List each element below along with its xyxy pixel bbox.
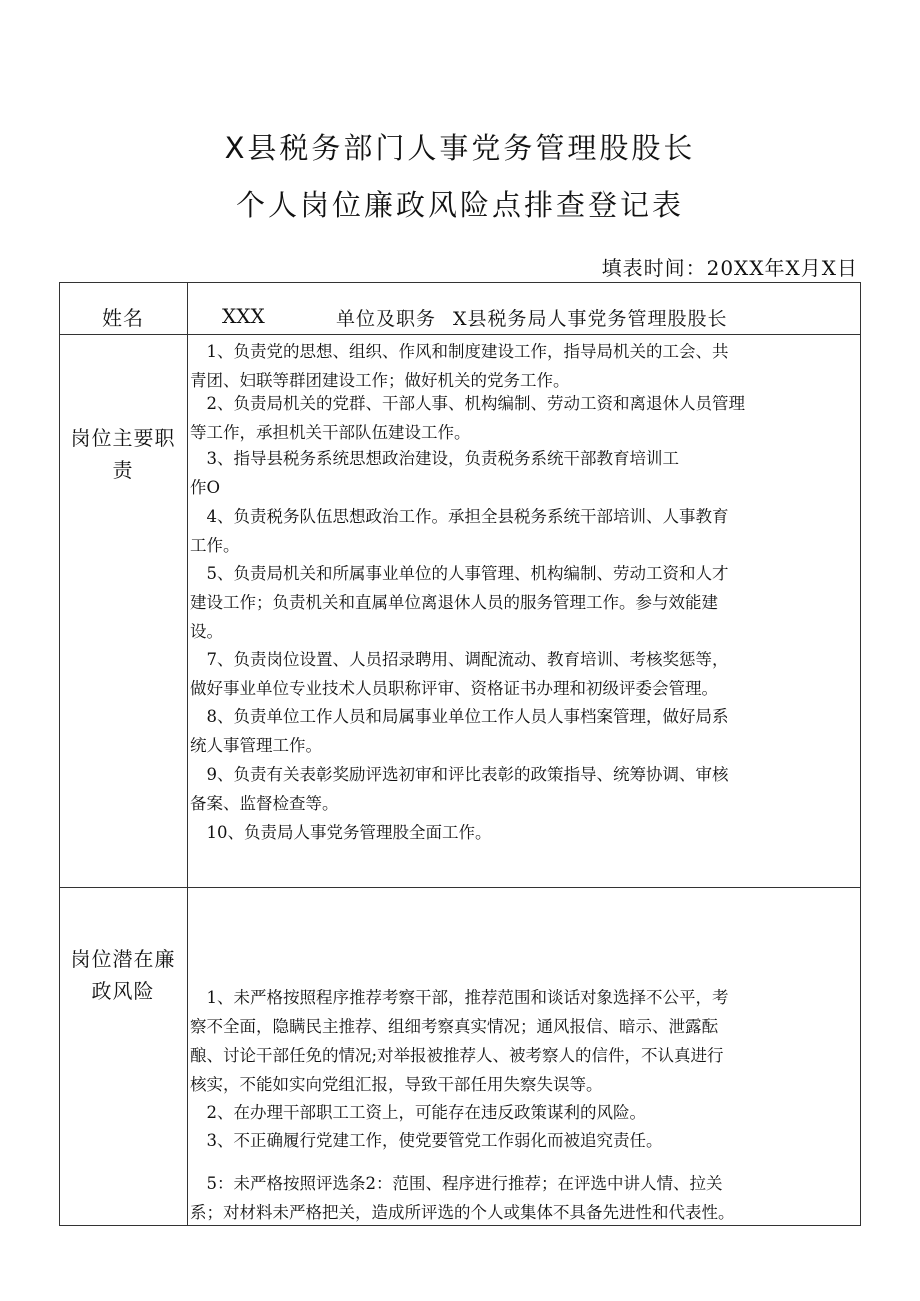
duty-item: 4、负责税务队伍思想政治工作。承担全县税务系统干部培训、人事教育 工作。 — [190, 507, 729, 555]
duty-item: 2、负责局机关的党群、干部人事、机构编制、劳动工资和离退休人员管理 等工作，承担机关干部队伍建设工作。 — [190, 394, 745, 442]
duties-label-line-2: 责 — [112, 458, 134, 482]
title-line-1: X县税务部门人事党务管理股股长 — [224, 131, 696, 165]
risk-item: 1、未严格按照程序推荐考察干部，推荐范围和谈话对象选择不公平，考 察不全面，隐瞒民主推荐、组细考察真实情况；通风报信、暗示、泄露酝 酿、讨论干部任免的情况;对举报被推荐人、被考察人的信件，不认真进行 核实，不能如实向党组汇报，导致干部任用失察失误等。 — [190, 988, 729, 1094]
risks-label-line-2: 政风险 — [91, 979, 155, 1003]
duty-item: 7、负责岗位设置、人员招录聘用、调配流动、教育培训、考核奖惩等， 做好事业单位专业技术人员职称评审、资格证书办理和初级评委会管理。 — [190, 650, 729, 698]
duties-label — [59, 422, 187, 486]
unit-label: 单位及职务 — [336, 308, 437, 330]
duty-item: 3、指导县税务系统思想政治建设，负责税务系统干部教育培训工 作O — [190, 449, 679, 497]
row-divider-1 — [59, 334, 861, 335]
risks-label — [59, 943, 187, 1007]
name-value: XXX — [222, 304, 265, 328]
duties-label-line-1: 岗位主要职 — [70, 426, 176, 450]
risk-item: 2、在办理干部职工工资上，可能存在违反政策谋利的风险。 — [190, 1103, 646, 1122]
name-label: 姓名 — [102, 306, 144, 330]
duty-item: 1、负责党的思想、组织、作风和制度建设工作，指导局机关的工会、共 青团、妇联等群团建设工作；做好机关的党务工作。 — [190, 342, 729, 390]
risks-label-line-1: 岗位潜在廉 — [70, 947, 176, 971]
risk-item: 3、不正确履行党建工作，使党要管党工作弱化而被追究责任。 — [190, 1131, 663, 1150]
table-right-border — [860, 282, 861, 1226]
duty-item: 10、负责局人事党务管理股全面工作。 — [190, 823, 492, 842]
column-divider — [187, 282, 188, 1226]
title-line-2: 个人岗位廉政风险点排查登记表 — [235, 188, 684, 222]
row-divider-2 — [59, 887, 861, 888]
duty-item: 8、负责单位工作人员和局属事业单位工作人员人事档案管理，做好局系 统人事管理工作。 — [190, 707, 729, 755]
table-top-border — [59, 282, 861, 283]
duty-item: 9、负责有关表彰奖励评选初审和评比表彰的政策指导、统筹协调、审核 备案、监督检查等。 — [190, 765, 729, 813]
risk-item: 5：未严格按照评选条2：范围、程序进行推荐；在评选中讲人情、拉关 系；对材料未严格把关，造成所评选的个人或集体不具备先进性和代表性。 — [190, 1174, 735, 1222]
duty-item: 5、负责局机关和所属事业单位的人事管理、机构编制、劳动工资和人才 建设工作；负责机关和直属单位离退休人员的服务管理工作。参与效能建 设。 — [190, 564, 729, 641]
fill-date: 填表时间：20XX年X月X日 — [601, 256, 858, 280]
unit-value: X县税务局人事党务管理股股长 — [453, 308, 728, 330]
